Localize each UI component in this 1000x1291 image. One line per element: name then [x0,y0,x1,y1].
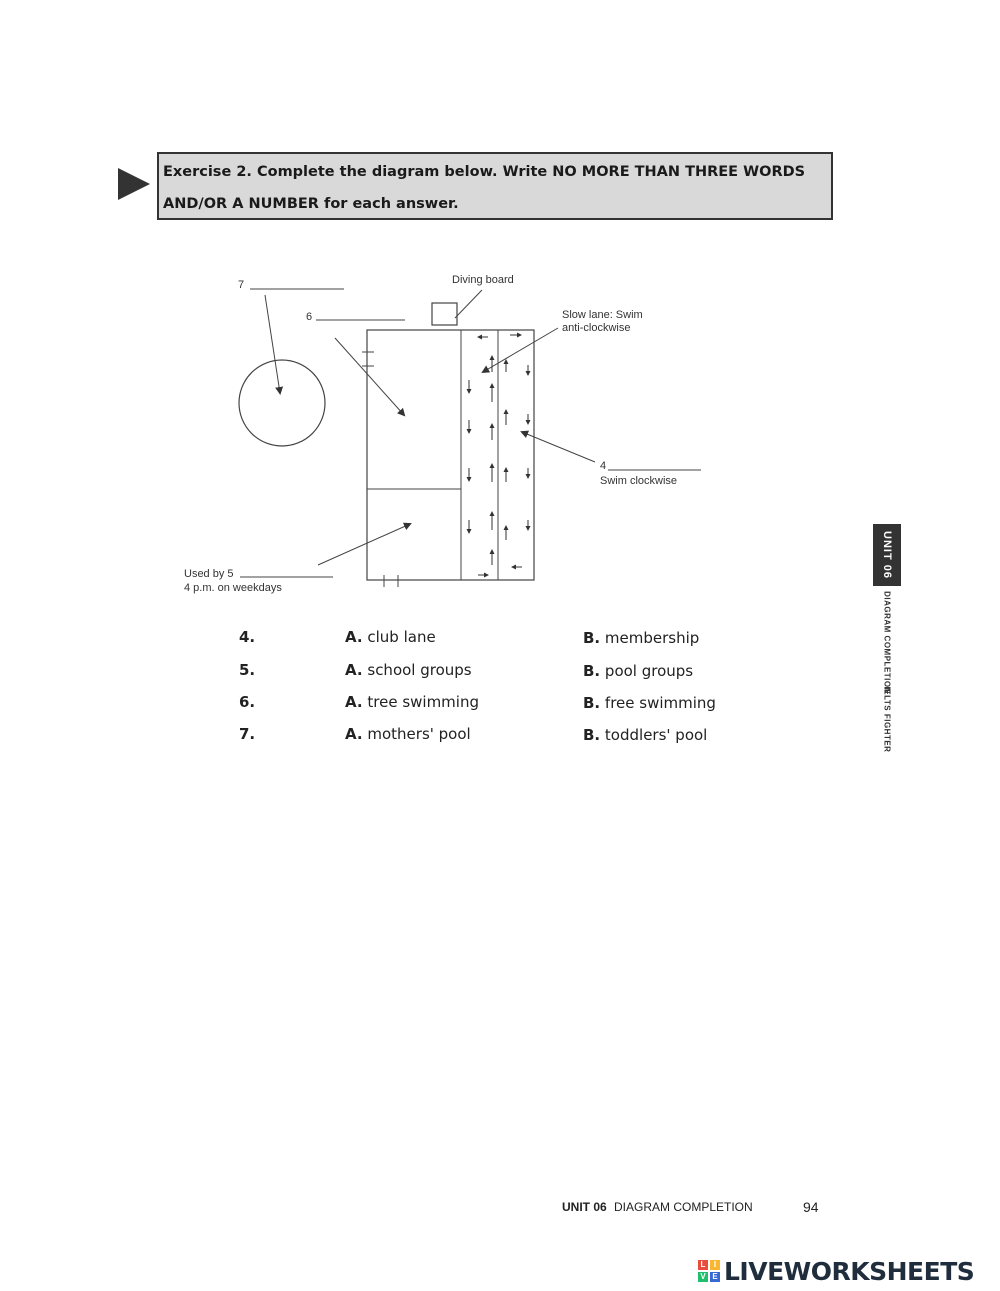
option-b[interactable]: B. toddlers' pool [583,726,708,744]
unit-side-tab: UNIT 06 [873,524,901,586]
option-a[interactable]: A. club lane [345,628,436,646]
option-b[interactable]: B. free swimming [583,694,716,712]
diving-board-label: Diving board [452,274,514,286]
question-number: 6. [239,693,256,711]
label-6: 6 [306,311,313,323]
weekdays-label: 4 p.m. on weekdays [184,582,282,594]
label-7: 7 [238,279,245,291]
instruction-text: Exercise 2. Complete the diagram below. Write NO MORE THAN THREE WORDS AND/OR A NUMBER for each answer. [163,164,806,212]
diving-board [432,303,457,325]
swim-clockwise-label: Swim clockwise [600,475,678,487]
option-b[interactable]: B. pool groups [583,662,694,680]
slow-lane-label-line1: Slow lane: Swim [562,309,643,321]
option-a[interactable]: A. school groups [345,661,472,679]
slow-lane-arrows [469,337,492,575]
brand-name: LIVEWORKSHEETS [724,1256,975,1286]
used-by-label: Used by 5 [184,568,234,580]
footer-section: DIAGRAM COMPLETION [614,1200,753,1214]
option-a[interactable]: A. tree swimming [345,693,479,711]
liveworksheets-logo[interactable] [698,1256,974,1286]
pool-outline [367,330,534,580]
footer-unit: UNIT 06 [562,1200,607,1214]
label-4: 4 [600,460,607,472]
side-section-label: DIAGRAM COMPLETION [882,591,892,694]
question-number: 7. [239,725,256,743]
liveworksheets-icon: L I V E [698,1260,720,1282]
option-b[interactable]: B. membership [583,629,700,647]
pool-diagram [0,0,1000,620]
question-number: 5. [239,661,256,679]
page-number: 94 [803,1199,819,1215]
slow-lane-label-line2: anti-clockwise [562,322,631,334]
side-book-label: IELTS FIGHTER [882,686,892,753]
question-number: 4. [239,628,256,646]
option-a[interactable]: A. mothers' pool [345,725,471,743]
toddlers-pool-circle [239,360,325,446]
club-lane-arrows [506,335,528,567]
